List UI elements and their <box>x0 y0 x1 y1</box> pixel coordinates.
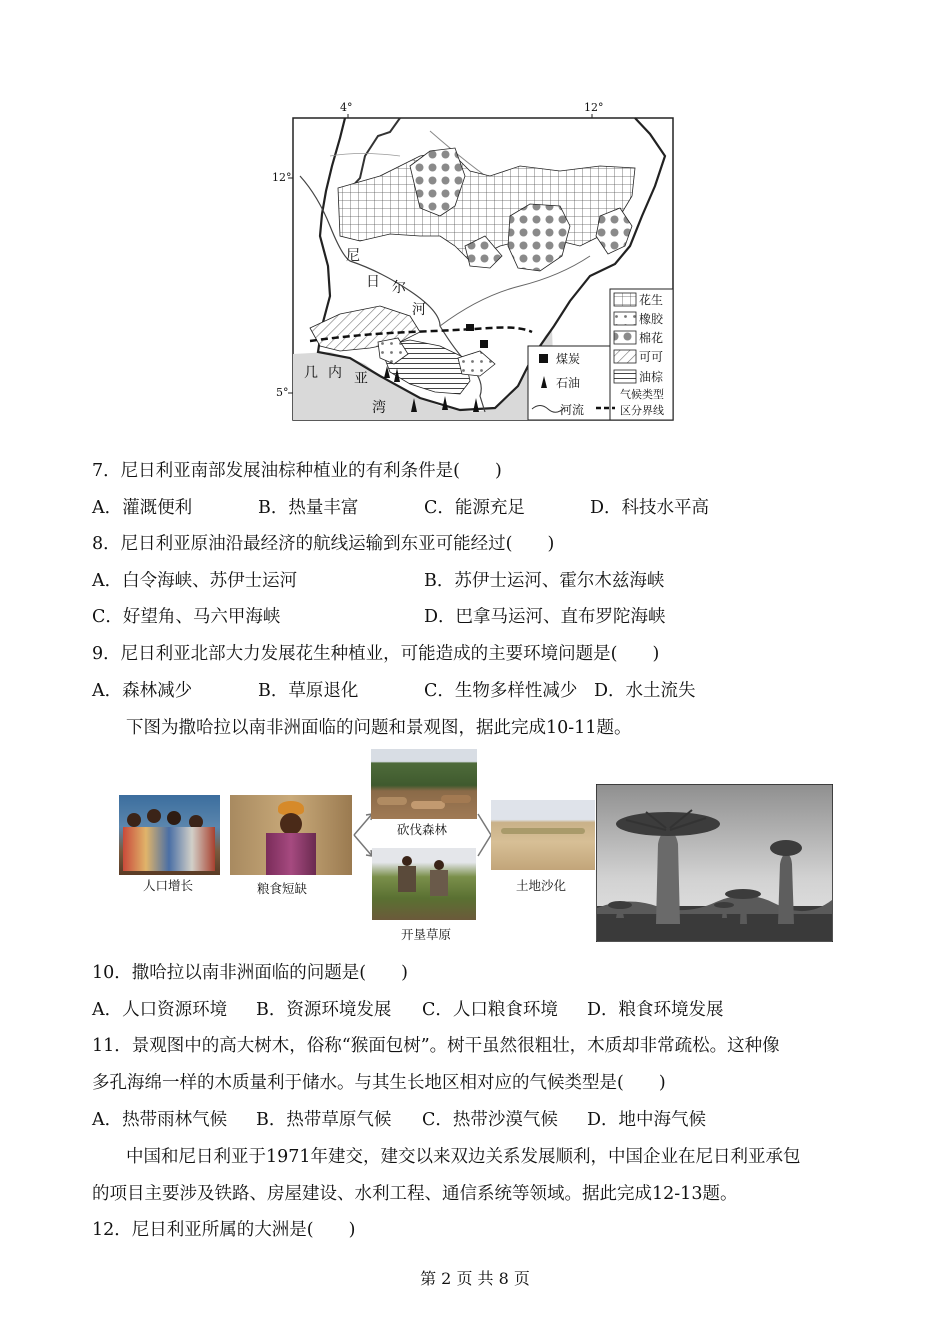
flow-label-deforest: 砍伐森林 <box>397 822 448 837</box>
lat-label-12: 12° <box>272 171 292 184</box>
q10-option-d[interactable]: D．粮食环境发展 <box>587 1000 724 1020</box>
q9-option-a[interactable]: A．森林减少 <box>92 681 193 701</box>
intro-12-13-line1: 中国和尼日利亚于1971年建交，建交以来双边关系发展顺利，中国企业在尼日利亚承包 <box>126 1147 801 1167</box>
q7-option-a[interactable]: A．灌溉便利 <box>92 498 193 518</box>
q9-option-d[interactable]: D．水土流失 <box>594 681 696 701</box>
q9-option-b[interactable]: B．草原退化 <box>258 681 359 701</box>
q10-stem: 10．撒哈拉以南非洲面临的问题是( ) <box>92 963 408 983</box>
deforest-photo <box>371 749 477 819</box>
q8-option-d[interactable]: D．巴拿马运河、直布罗陀海峡 <box>424 607 666 627</box>
reclaim-photo <box>372 848 476 920</box>
legend-cotton: 棉花 <box>639 331 664 345</box>
river-label-3: 尔 <box>392 280 406 296</box>
q11-option-b[interactable]: B．热带草原气候 <box>256 1110 392 1130</box>
legend-oilpalm: 油棕 <box>639 370 664 384</box>
q11-stem-line1: 11．景观图中的高大树木，俗称“猴面包树”。树干虽然很粗壮，木质却非常疏松。这种像 <box>92 1036 780 1056</box>
coal-marker <box>466 324 474 331</box>
flow-label-food: 粮食短缺 <box>257 881 308 896</box>
q7-option-c[interactable]: C．能源充足 <box>424 498 525 518</box>
legend-river: 河流 <box>560 403 585 417</box>
intro-12-13-line2: 的项目主要涉及铁路、房屋建设、水利工程、通信系统等领域。据此完成12-13题。 <box>92 1184 738 1204</box>
legend-cocoa: 可可 <box>639 350 664 364</box>
q12-stem: 12．尼日利亚所属的大洲是( ) <box>92 1220 356 1240</box>
q11-option-c[interactable]: C．热带沙漠气候 <box>422 1110 558 1130</box>
q8-option-b[interactable]: B．苏伊士运河、霍尔木兹海峡 <box>424 571 665 591</box>
q7-stem: 7．尼日利亚南部发展油棕种植业的有利条件是( ) <box>92 461 502 481</box>
q9-stem: 9．尼日利亚北部大力发展花生种植业，可能造成的主要环境问题是( ) <box>92 644 660 664</box>
legend-rubber: 橡胶 <box>639 312 664 326</box>
q7-option-b[interactable]: B．热量丰富 <box>258 498 359 518</box>
gulf-label-3: 亚 <box>354 371 368 387</box>
q9-option-c[interactable]: C．生物多样性减少 <box>424 681 578 701</box>
flow-label-desert: 土地沙化 <box>516 878 567 893</box>
q11-option-d[interactable]: D．地中海气候 <box>587 1110 707 1130</box>
q10-option-a[interactable]: A．人口资源环境 <box>92 1000 228 1020</box>
legend-peanut: 花生 <box>639 293 664 307</box>
gulf-label-2: 内 <box>328 365 342 381</box>
legend-climate-1: 气候类型 <box>620 388 664 401</box>
flow-label-population: 人口增长 <box>143 878 194 893</box>
population-photo <box>119 795 220 875</box>
lat-label-5: 5° <box>276 386 289 399</box>
river-label-2: 日 <box>366 274 380 290</box>
intro-10-11: 下图为撒哈拉以南非洲面临的问题和景观图，据此完成10-11题。 <box>126 718 632 738</box>
baobab-photo <box>596 784 833 942</box>
desert-photo <box>491 800 595 870</box>
q8-stem: 8．尼日利亚原油沿最经济的航线运输到东亚可能经过( ) <box>92 534 555 554</box>
q10-option-c[interactable]: C．人口粮食环境 <box>422 1000 558 1020</box>
legend-coal: 煤炭 <box>556 352 581 366</box>
lon-label-4: 4° <box>340 101 353 114</box>
page-footer: 第 2 页 共 8 页 <box>420 1269 530 1288</box>
legend-oil: 石油 <box>556 376 581 390</box>
lon-label-12: 12° <box>584 101 604 114</box>
q7-option-d[interactable]: D．科技水平高 <box>590 498 710 518</box>
q11-stem-line2: 多孔海绵一样的木质量利于储水。与其生长地区相对应的气候类型是( ) <box>92 1073 666 1093</box>
river-label-4: 河 <box>412 302 426 318</box>
food-shortage-photo <box>230 795 352 875</box>
river-label-1: 尼 <box>346 248 360 264</box>
nigeria-map <box>270 96 690 426</box>
q8-option-a[interactable]: A．白令海峡、苏伊士运河 <box>92 571 298 591</box>
q10-option-b[interactable]: B．资源环境发展 <box>256 1000 392 1020</box>
legend-climate-2: 区分界线 <box>620 404 664 417</box>
gulf-label-1: 几 <box>304 365 318 381</box>
q8-option-c[interactable]: C．好望角、马六甲海峡 <box>92 607 281 627</box>
q11-option-a[interactable]: A．热带雨林气候 <box>92 1110 228 1130</box>
flow-label-reclaim: 开垦草原 <box>401 927 452 942</box>
gulf-label-4: 湾 <box>372 400 386 416</box>
